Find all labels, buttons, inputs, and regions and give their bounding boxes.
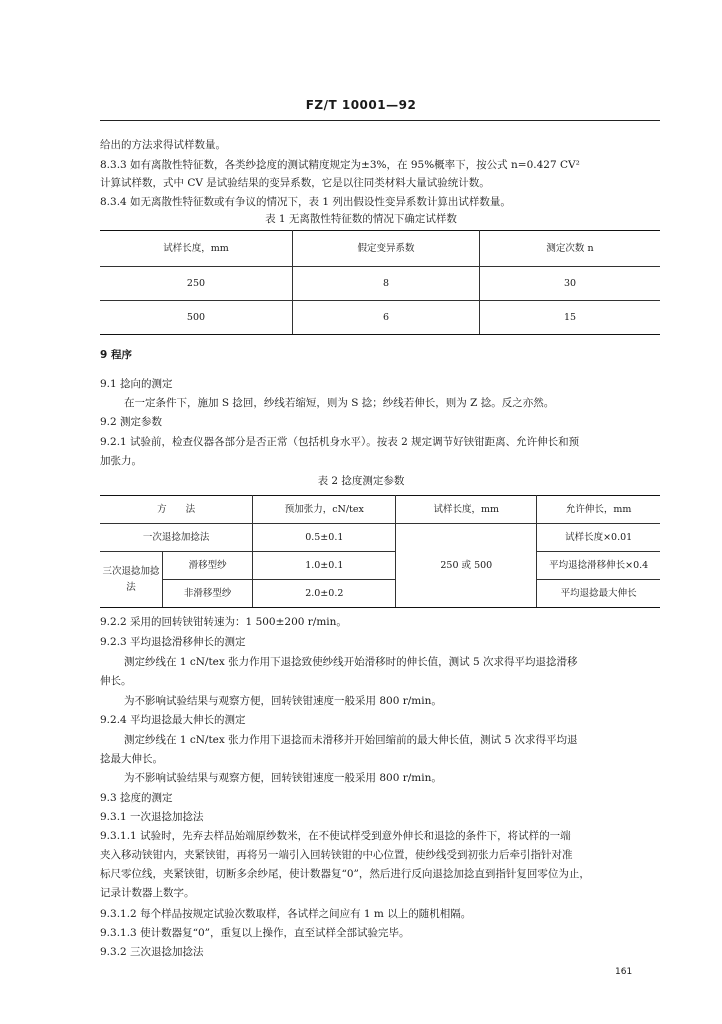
- table2-subtype-cell: 滑移型纱: [163, 552, 253, 580]
- clause-8-3-3-cont: 计算试样数，式中 CV 是试验结果的变异系数，它是以往同类材料大量试验统计数。: [100, 177, 490, 189]
- table2: [100, 495, 660, 608]
- clause-9-3-1-1-cont: 记录计数器上数字。: [100, 887, 195, 899]
- table1-cell: 30: [480, 267, 661, 301]
- clause-9-2-4-note: 为不影响试验结果与观察方便，回转铗钳速度一般采用 800 r/min。: [124, 772, 442, 784]
- table2-pretension-cell: 2.0±0.2: [253, 580, 396, 608]
- table1-cell: 15: [480, 301, 661, 335]
- clause-9-2-4-heading: 9.2.4 平均退捻最大伸长的测定: [100, 714, 246, 726]
- table1-cell: 250: [100, 267, 293, 301]
- section-9-heading: 9 程序: [100, 349, 132, 361]
- header-rule: [100, 120, 660, 121]
- table1-cell: 500: [100, 301, 293, 335]
- table1-cell: 8: [293, 267, 480, 301]
- standard-code-header: FZ/T 10001—92: [305, 98, 417, 112]
- table2-header-length: 试样长度，mm: [396, 496, 537, 524]
- table1-caption: 表 1 无离散性特征数的情况下确定试样数: [265, 213, 457, 225]
- clause-9-3-1-1-cont: 标尺零位线，夹紧铗钳，切断多余纱尾，使计数器复“0”，然后进行反向退捻加捻直到指针复回零位为止，: [100, 868, 590, 880]
- clause-9-2-1: 9.2.1 试验前，检查仪器各部分是否正常（包括机身水平）。按表 2 规定调节好铗钳距离、允许伸长和预: [100, 436, 580, 448]
- clause-8-3-4: 8.3.4 如无离散性特征数或有争议的情况下，表 1 列出假设性变异系数计算出试样数量。: [100, 196, 511, 208]
- clause-9-3-1-1-cont: 夹入移动铗钳内，夹紧铗钳，再将另一端引入回转铗钳的中心位置，使纱线受到初张力后牵引指针对准: [100, 849, 573, 861]
- table1-header-cell: 假定变异系数: [293, 231, 480, 267]
- table2-header-pretension: 预加张力，cN/tex: [253, 496, 396, 524]
- clause-9-3-2-heading: 9.3.2 三次退捻加捻法: [100, 946, 204, 958]
- table1-header-cell: 测定次数 n: [480, 231, 661, 267]
- clause-9-3-1-heading: 9.3.1 一次退捻加捻法: [100, 811, 204, 823]
- table1-cell: 6: [293, 301, 480, 335]
- table2-method-cell: 一次退捻加捻法: [100, 524, 253, 552]
- clause-9-2-heading: 9.2 测定参数: [100, 416, 163, 428]
- clause-9-2-2: 9.2.2 采用的回转铗钳转速为：1 500±200 r/min。: [100, 616, 347, 628]
- table1: [100, 230, 660, 335]
- table1-header-cell: 试样长度，mm: [100, 231, 293, 267]
- clause-9-2-3-cont: 伸长。: [100, 675, 132, 687]
- clause-9-2-3-heading: 9.2.3 平均退捻滑移伸长的测定: [100, 636, 246, 648]
- table2-group-cell: 三次退捻加捻法: [100, 552, 163, 608]
- table2-pretension-cell: 1.0±0.1: [253, 552, 396, 580]
- clause-9-1-heading: 9.1 捻向的测定: [100, 378, 173, 390]
- clause-9-2-3-note: 为不影响试验结果与观察方便，回转铗钳速度一般采用 800 r/min。: [124, 695, 442, 707]
- table2-pretension-cell: 0.5±0.1: [253, 524, 396, 552]
- clause-9-1-text: 在一定条件下，施加 S 捻回，纱线若缩短，则为 S 捻；纱线若伸长，则为 Z 捻。反之亦然。: [124, 397, 555, 409]
- clause-9-3-1-3: 9.3.1.3 使计数器复“0”，重复以上操作，直至试样全部试验完毕。: [100, 927, 410, 939]
- page-number: 161: [615, 967, 633, 977]
- table2-caption: 表 2 捻度测定参数: [317, 475, 405, 487]
- clause-9-3-heading: 9.3 捻度的测定: [100, 792, 173, 804]
- table2-length-cell: 250 或 500: [396, 524, 537, 608]
- clause-9-3-1-2: 9.3.1.2 每个样品按规定试验次数取样，各试样之间应有 1 m 以上的随机相隔。: [100, 908, 472, 920]
- paragraph-line: 给出的方法求得试样数量。: [100, 139, 226, 151]
- table2-header-method: 方 法: [100, 496, 253, 524]
- clause-9-2-4-cont: 捻最大伸长。: [100, 753, 163, 765]
- clause-9-2-1-cont: 加张力。: [100, 455, 142, 467]
- table2-elongation-cell: 平均退捻滑移伸长×0.4: [537, 552, 660, 580]
- clause-9-2-4-text: 测定纱线在 1 cN/tex 张力作用下退捻而未滑移并开始回缩前的最大伸长值，测试 5 次求得平均退: [124, 734, 578, 746]
- table2-elongation-cell: 平均退捻最大伸长: [537, 580, 660, 608]
- table2-header-elongation: 允许伸长，mm: [537, 496, 660, 524]
- table2-subtype-cell: 非滑移型纱: [163, 580, 253, 608]
- clause-9-3-1-1: 9.3.1.1 试验时，先弃去样品始端原纱数米，在不使试样受到意外伸长和退捻的条件下，将试样的一端: [100, 830, 571, 842]
- table2-elongation-cell: 试样长度×0.01: [537, 524, 660, 552]
- clause-9-2-3-text: 测定纱线在 1 cN/tex 张力作用下退捻致使纱线开始滑移时的伸长值，测试 5 次求得平均退捻滑移: [124, 656, 578, 668]
- clause-8-3-3: 8.3.3 如有离散性特征数，各类纱捻度的测试精度规定为±3%，在 95%概率下，按公式 n=0.427 CV²: [100, 159, 580, 171]
